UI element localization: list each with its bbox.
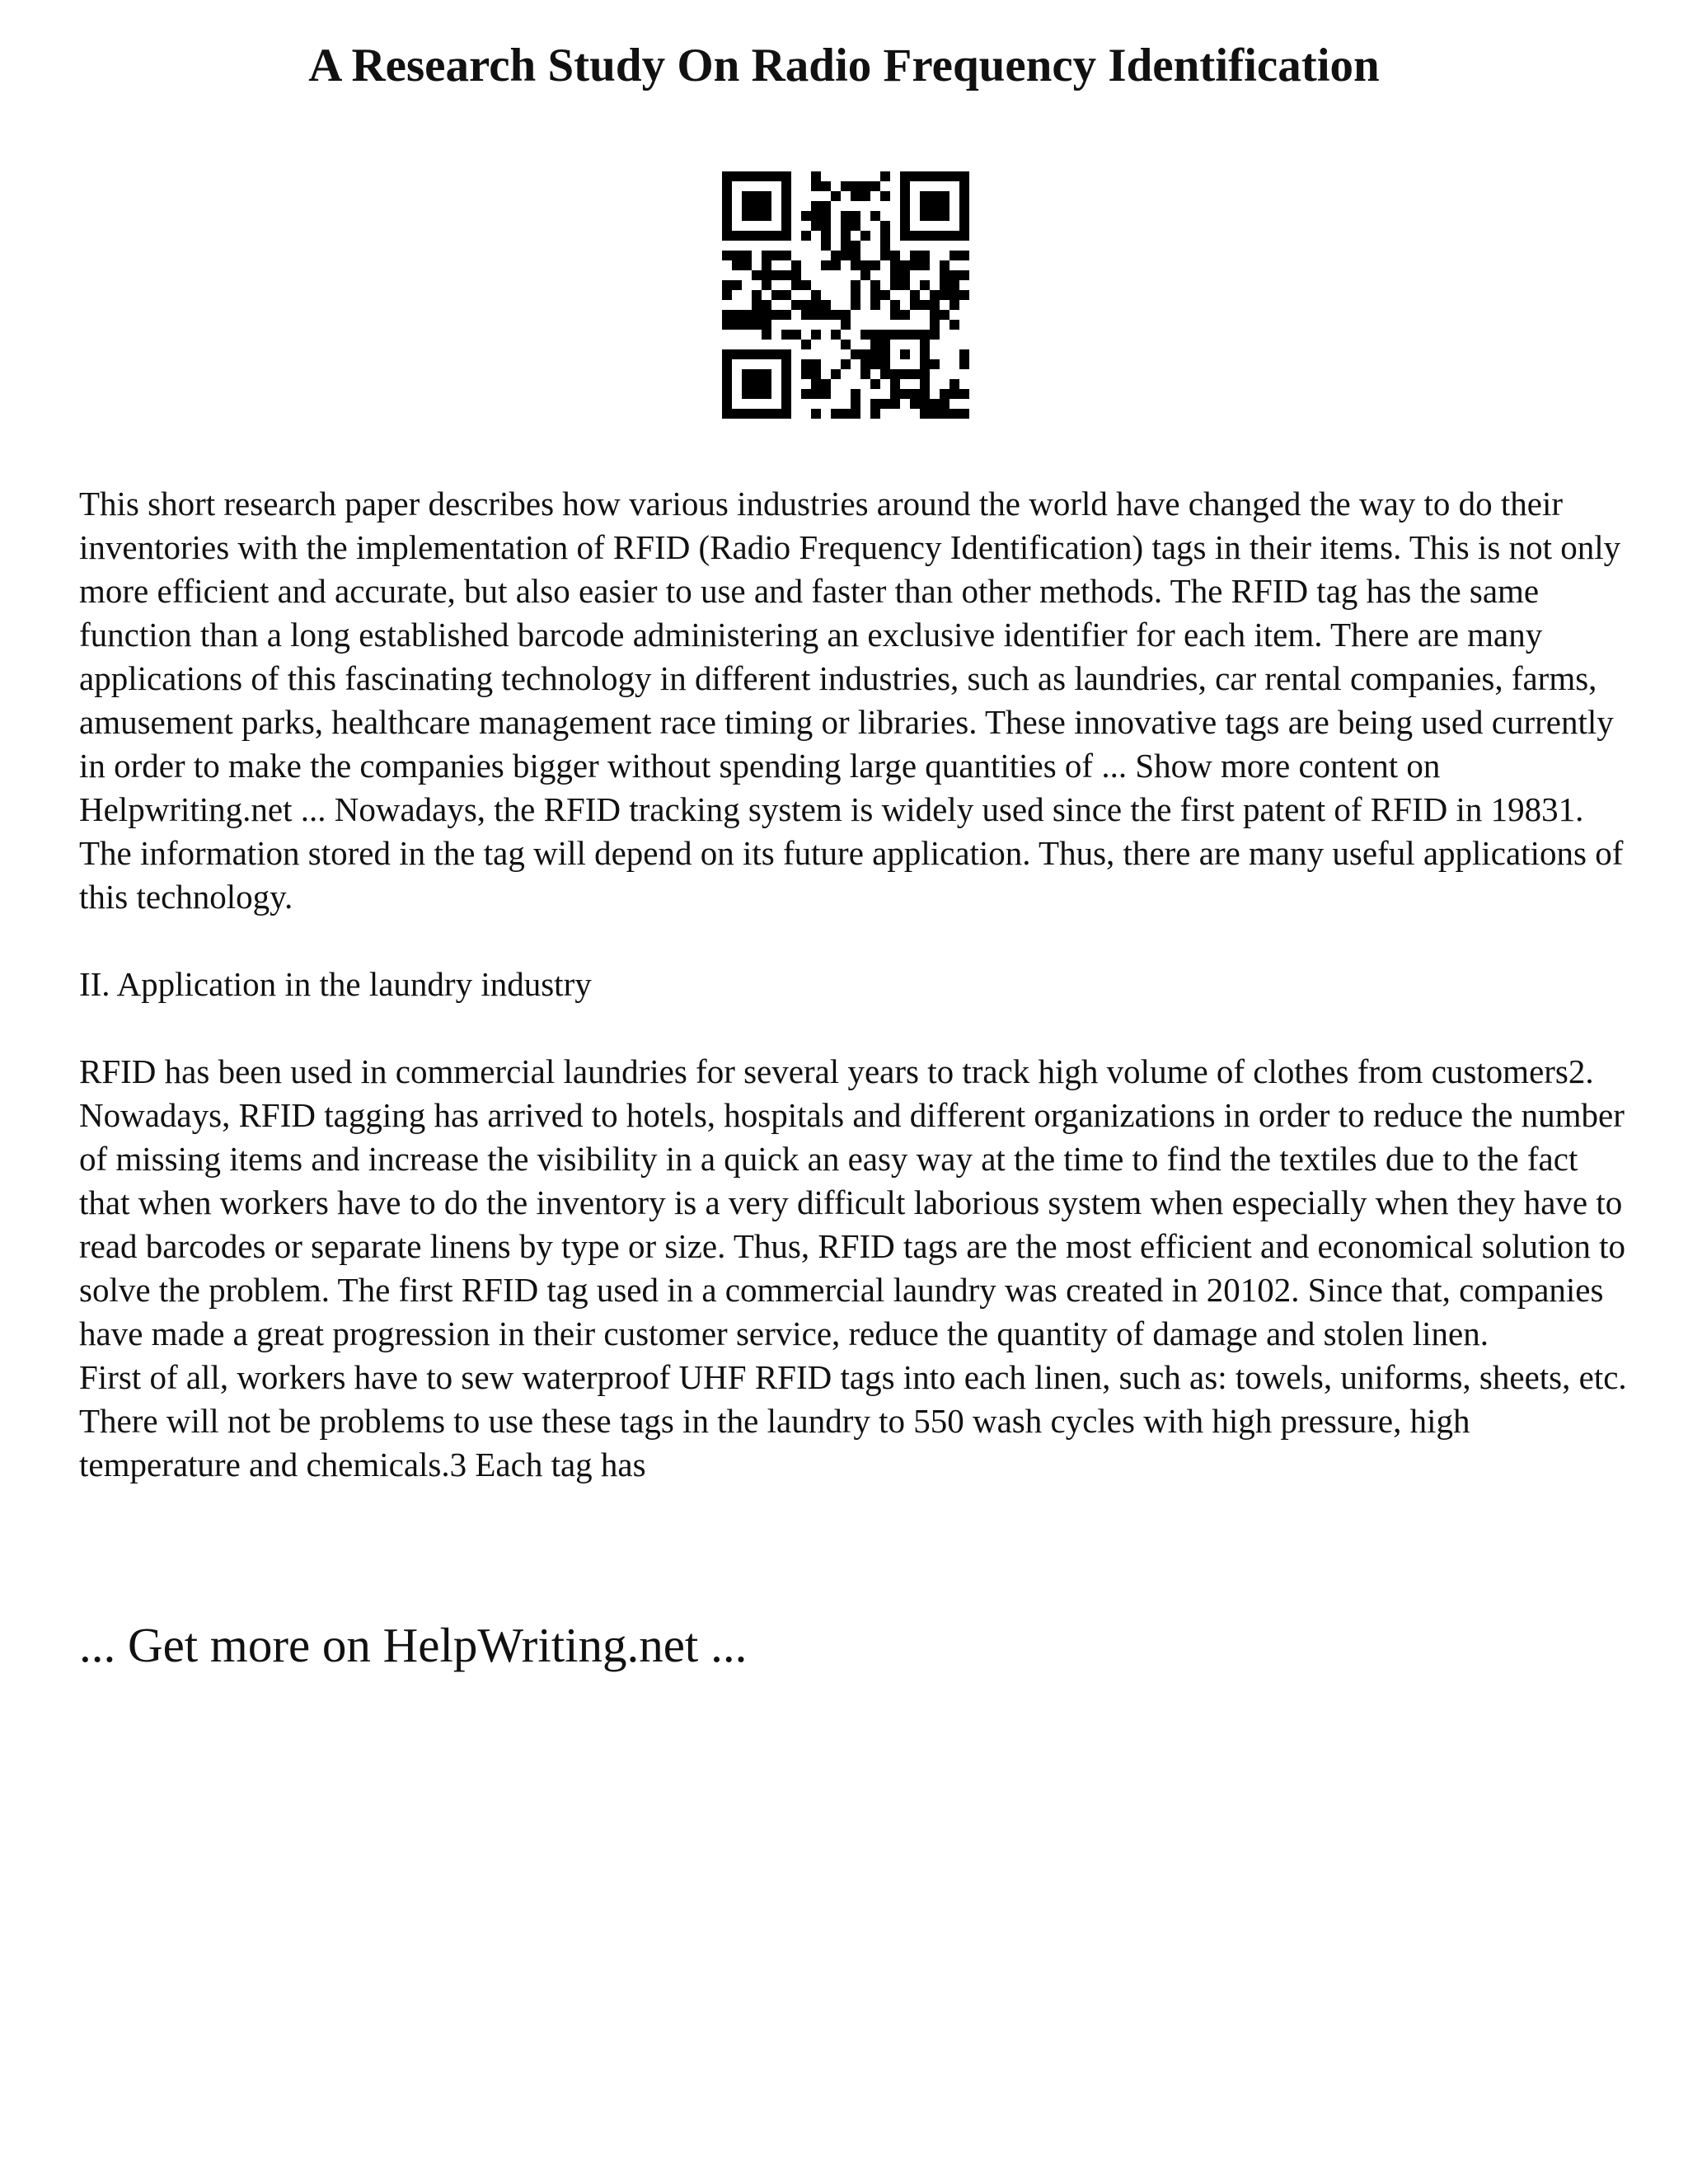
section-heading: II. Application in the laundry industry: [79, 965, 592, 1003]
paragraph-tags: First of all, workers have to sew waterproof UHF RFID tags into each linen, such as: towels, uniforms, sheets, etc. There will not be problems to use these tags in the laundry to 550 wash cycles with high pressure, high temperature and chemicals.3 Each tag has: [79, 1358, 1627, 1483]
qr-code: [722, 171, 969, 419]
paragraph-intro: This short research paper describes how various industries around the world have changed the way to do their inventories with the implementation of RFID (Radio Frequency Identification) tags in their items. This is not only more efficient and accurate, but also easier to use and faster than other methods. The RFID tag has the same function than a long established barcode administering an exclusive identifier for each item. There are many applications of this fascinating technology in different industries, such as laundries, car rental companies, farms, amusement parks, healthcare management race timing or libraries. These innovative tags are being used currently in order to make the companies bigger without spending large quantities of ... Show more content on Helpwriting.net ... Nowadays, the RFID tracking system is widely used since the first patent of RFID in 19831.: [79, 485, 1621, 828]
document-title: A Research Study On Radio Frequency Identification: [308, 40, 1380, 91]
qr-code-icon: [722, 171, 969, 419]
paragraph-laundry: RFID has been used in commercial laundries for several years to track high volume of clothes from customers2. Nowadays, RFID tagging has arrived to hotels, hospitals and different organizations in order to reduce the number of missing items and increase the visibility in a quick an easy way at the time to find the textiles due to the fact that when workers have to do the inventory is a very difficult laborious system when especially when they have to read barcodes or separate linens by type or size. Thus, RFID tags are the most efficient and economical solution to solve the problem. The first RFID tag used in a commercial laundry was created in 20102. Since that, companies have made a great progression in their customer service, reduce the quantity of damage and stolen linen.: [79, 1052, 1625, 1352]
paragraph-info: The information stored in the tag will depend on its future application. Thus, there are many useful applications of this technology.: [79, 834, 1624, 916]
document-body: [79, 482, 1629, 1487]
get-more-link[interactable]: ... Get more on HelpWriting.net ...: [79, 1618, 748, 1672]
